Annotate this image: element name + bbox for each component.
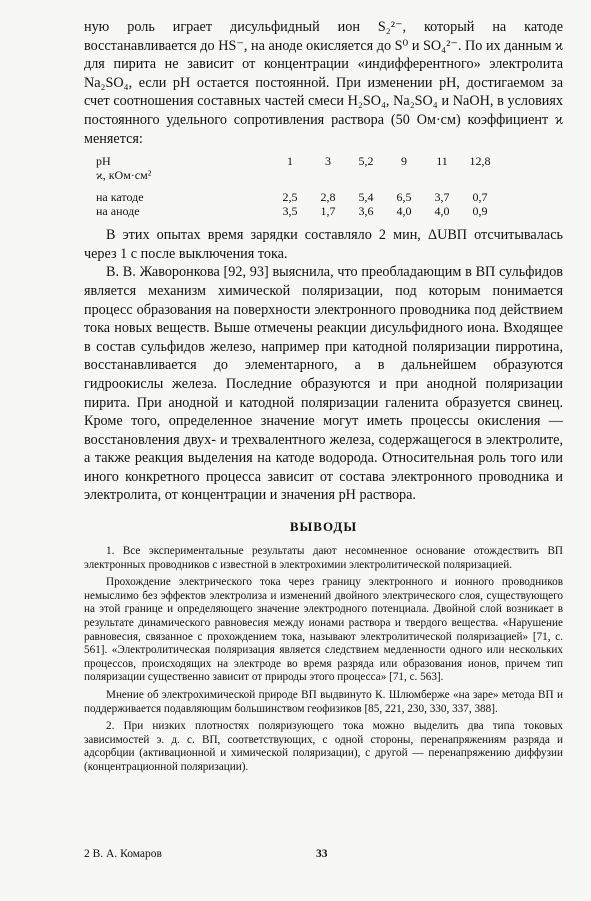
section-heading: ВЫВОДЫ xyxy=(289,519,358,535)
cathode-value: 5,4 xyxy=(358,190,374,205)
anode-value: 4,0 xyxy=(396,204,412,219)
cathode-value: 3,7 xyxy=(434,190,450,205)
ph-value: 9 xyxy=(401,154,407,169)
ph-label: pH xyxy=(96,154,111,169)
conclusion-paragraph: Мнение об электрохимической природе ВП выдвинуто К. Шлюмберже «на заре» метода ВП и поддерживается подавляющим большинством геофизиков [85, 221, 230, 330, 337, 388]. xyxy=(84,689,563,715)
anode-value: 0,9 xyxy=(472,204,488,219)
kappa-table xyxy=(96,154,563,218)
conclusion-paragraph: Прохождение электрического тока через границу электронного и ионного проводников немыслимо без эффектов электролиза и изменений двойного электрического слоя, существующего на этой границе и определяющего значение электродного потенциала. Двойной слой возникает в результате динамического равновесия между ионами раствора и твердого вещества. «Нарушение равновесия, связанное с прохождением тока, называют электролитической поляризацией» [71, с. 561]. «Электролитическая поляризация является следствием медленности одного или нескольких процессов, происходящих на электроде во время разряда или образования ионов, причем тип поляризации существенно зависит от природы этого процесса» [71, с. 563]. xyxy=(84,576,563,684)
table-row xyxy=(96,190,499,204)
ph-value: 3 xyxy=(325,154,331,169)
row-label-cathode: на катоде xyxy=(96,190,144,205)
anode-value: 4,0 xyxy=(434,204,450,219)
paragraph: В этих опытах время зарядки составляло 2 мин, ΔUВП отсчитывалась через 1 с после выключения тока. xyxy=(84,227,563,262)
cathode-value: 2,8 xyxy=(320,190,336,205)
table-row xyxy=(96,168,499,182)
ph-value: 5,2 xyxy=(358,154,374,169)
cathode-value: 6,5 xyxy=(396,190,412,205)
table-row xyxy=(96,154,499,168)
ph-value: 1 xyxy=(287,154,293,169)
row-label-anode: на аноде xyxy=(96,204,140,219)
cathode-value: 0,7 xyxy=(472,190,488,205)
ph-value: 12,8 xyxy=(469,154,491,169)
anode-value: 1,7 xyxy=(320,204,336,219)
cathode-value: 2,5 xyxy=(282,190,298,205)
page-number: 33 xyxy=(316,848,328,860)
conclusion-paragraph: 2. При низких плотностях поляризующего тока можно выделить два типа токовых зависимостей э. д. с. ВП, соответствующих, с одной стороны, перенапряжениям разряда и адсорбции (активационной и химической поляризации), с другой — перенапряжению диффузии (концентрационной поляризации). xyxy=(84,720,563,773)
table-row xyxy=(96,204,499,218)
kappa-label: ϰ, кОм·см² xyxy=(96,168,152,183)
anode-value: 3,5 xyxy=(282,204,298,219)
printer-signature: 2 В. А. Комаров xyxy=(84,848,162,860)
paragraph: ную роль играет дисульфидный ион S₂²⁻, который на катоде восстанавливается до HS⁻, на аноде окисляется до S⁰ и SO₄²⁻. По их данным ϰ для пирита не зависит от концентрации «индифферентного» электролита Na₂SO₄, если pH остается постоянной. При изменении pH, достигаемом за счет соотношения составных частей смеси H₂SO₄, Na₂SO₄ и NaOH, в условиях постоянного удельного сопротивления раствора (50 Ом·см) коэффициент ϰ меняется: xyxy=(84,19,563,147)
anode-value: 3,6 xyxy=(358,204,374,219)
paragraph: В. В. Жаворонкова [92, 93] выяснила, что преобладающим в ВП сульфидов является механизм химической поляризации, под которым понимается процесс образования на поверхности электронного проводника под действием тока новых веществ. Выше отмечены реакции дисульфидного иона. Входящее в состав сульфидов железо, например при катодной поляризации пирротина, восстанавливается до элементарного, а в дальнейшем образуются гидроокислы железа. Последние образуются и при анодной поляризации пирита. При анодной и катодной поляризации галенита образуется свинец. Кроме того, определенное значение могут иметь процессы окисления — восстановления двух- и трехвалентного железа, содержащегося в электролите, а также реакция выделения на катоде водорода. Относительная роль того или иного конкретного процесса зависит от состава электронного проводника и электролита, от концентрации и значения pH раствора. xyxy=(84,264,563,504)
conclusion-paragraph: 1. Все экспериментальные результаты дают несомненное основание отождествить ВП электронных проводников с известной в электрохимии электролитической поляризацией. xyxy=(84,545,563,571)
ph-value: 11 xyxy=(436,154,448,169)
